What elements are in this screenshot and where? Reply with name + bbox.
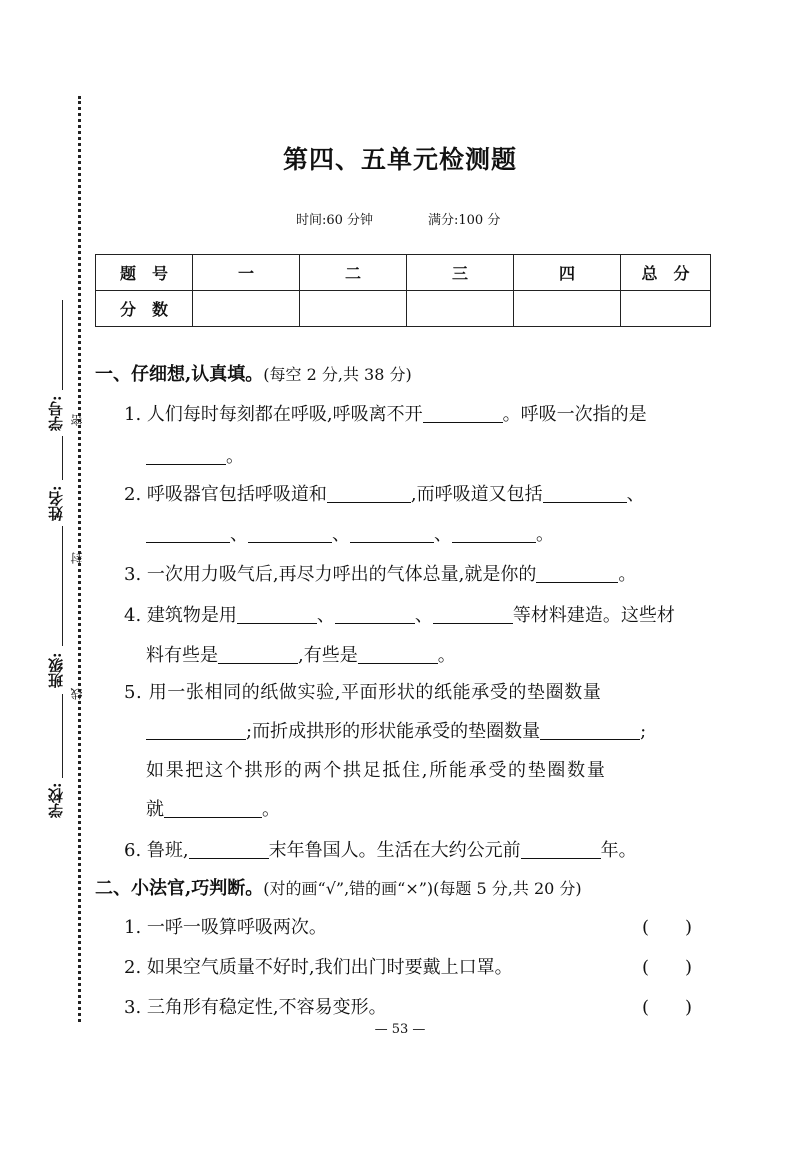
answer-blank[interactable] bbox=[540, 721, 640, 740]
answer-blank[interactable] bbox=[433, 605, 513, 624]
header-cell: 三 bbox=[407, 255, 514, 291]
header-cell: 四 bbox=[514, 255, 621, 291]
q2-line2: 、 、 、 。 bbox=[146, 522, 554, 548]
student-id-label: 学号: bbox=[47, 395, 65, 431]
answer-parens[interactable]: ( ) bbox=[642, 957, 693, 978]
answer-parens[interactable]: ( ) bbox=[642, 997, 693, 1018]
answer-blank[interactable] bbox=[146, 524, 230, 543]
score-row-label: 分 数 bbox=[96, 291, 193, 327]
seal-mark-line: 线 bbox=[70, 688, 84, 700]
answer-blank[interactable] bbox=[146, 446, 226, 465]
score-cell[interactable] bbox=[407, 291, 514, 327]
judge-item: 3. 三角形有稳定性,不容易变形。 bbox=[124, 997, 387, 1018]
school-field[interactable] bbox=[62, 694, 63, 778]
answer-blank[interactable] bbox=[543, 484, 627, 503]
score-table-header-row bbox=[96, 255, 711, 291]
score-table-score-row bbox=[96, 291, 711, 327]
answer-blank[interactable] bbox=[521, 840, 601, 859]
section2-heading: 二、小法官,巧判断。(对的画“√”,错的画“×”)(每题 5 分,共 20 分) bbox=[95, 878, 582, 899]
name-field[interactable] bbox=[62, 436, 63, 480]
q5-line2: ;而折成拱形的形状能承受的垫圈数量 ; bbox=[146, 719, 646, 745]
q5-line3: 如果把这个拱形的两个拱足抵住,所能承受的垫圈数量 bbox=[146, 760, 607, 781]
answer-blank[interactable] bbox=[327, 484, 411, 503]
judge-item: 2. 如果空气质量不好时,我们出门时要戴上口罩。 bbox=[124, 957, 513, 978]
answer-blank[interactable] bbox=[189, 840, 269, 859]
time-limit: 时间:60 分钟 bbox=[296, 213, 374, 228]
header-cell: 二 bbox=[300, 255, 407, 291]
student-id-field[interactable] bbox=[62, 300, 63, 390]
full-score: 满分:100 分 bbox=[428, 213, 501, 228]
answer-blank[interactable] bbox=[237, 605, 317, 624]
q1-line1: 1. 人们每时每刻都在呼吸,呼吸离不开 。呼吸一次指的是 bbox=[124, 404, 647, 425]
seal-mark-seal: 封 bbox=[70, 552, 84, 564]
q2-line1: 2. 呼吸器官包括呼吸道和 ,而呼吸道又包括 、 bbox=[124, 484, 645, 505]
answer-blank[interactable] bbox=[164, 799, 262, 818]
q1-line2: 。 bbox=[146, 444, 244, 470]
score-cell[interactable] bbox=[621, 291, 711, 327]
answer-blank[interactable] bbox=[146, 721, 246, 740]
score-cell[interactable] bbox=[514, 291, 621, 327]
name-label: 姓名: bbox=[47, 485, 65, 521]
q6-line1: 6. 鲁班, 末年鲁国人。生活在大约公元前 年。 bbox=[124, 840, 637, 861]
school-label: 学校: bbox=[47, 782, 65, 818]
score-cell[interactable] bbox=[300, 291, 407, 327]
header-cell: 一 bbox=[193, 255, 300, 291]
q3-line1: 3. 一次用力吸气后,再尽力呼出的气体总量,就是你的 。 bbox=[124, 564, 637, 585]
answer-blank[interactable] bbox=[452, 524, 536, 543]
header-cell: 总 分 bbox=[621, 255, 711, 291]
q5-line4: 就 。 bbox=[146, 799, 280, 820]
q4-line2: 料有些是 ,有些是 。 bbox=[146, 645, 456, 666]
section1-heading: 一、仔细想,认真填。(每空 2 分,共 38 分) bbox=[95, 364, 412, 385]
q4-line1: 4. 建筑物是用 、 、 等材料建造。这些材 bbox=[124, 605, 675, 626]
header-cell: 题 号 bbox=[96, 255, 193, 291]
score-cell[interactable] bbox=[193, 291, 300, 327]
page-number: — 53 — bbox=[374, 1022, 426, 1037]
answer-blank[interactable] bbox=[423, 404, 503, 423]
page-title: 第四、五单元检测题 bbox=[282, 145, 517, 174]
judge-item: 1. 一呼一吸算呼吸两次。 bbox=[124, 917, 327, 938]
q5-line1: 5. 用一张相同的纸做实验,平面形状的纸能承受的垫圈数量 bbox=[124, 682, 602, 703]
answer-blank[interactable] bbox=[218, 645, 298, 664]
class-field[interactable] bbox=[62, 526, 63, 646]
answer-blank[interactable] bbox=[536, 564, 618, 583]
answer-blank[interactable] bbox=[335, 605, 415, 624]
answer-parens[interactable]: ( ) bbox=[642, 917, 693, 938]
answer-blank[interactable] bbox=[358, 645, 438, 664]
seal-mark-secret: 密 bbox=[70, 414, 84, 426]
answer-blank[interactable] bbox=[248, 524, 332, 543]
class-label: 班级: bbox=[47, 652, 65, 688]
score-table bbox=[95, 254, 711, 327]
answer-blank[interactable] bbox=[350, 524, 434, 543]
